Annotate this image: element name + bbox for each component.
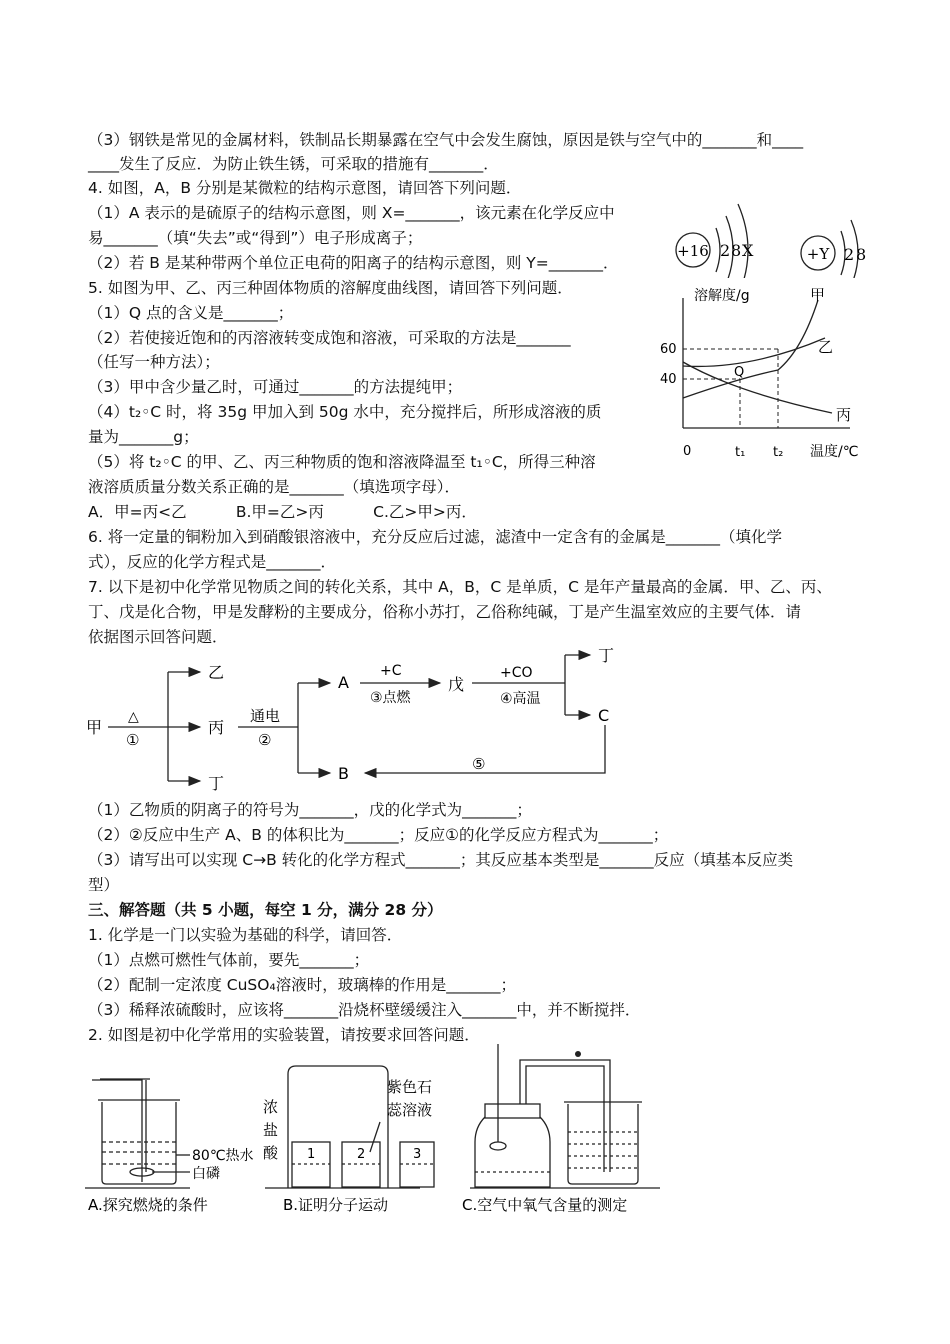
q4-part1-line2: 易_______（填“失去”或“得到”）电子形成离子； bbox=[88, 229, 423, 247]
cond-plus-c: +C bbox=[380, 663, 402, 679]
q5-stem: 5. 如图为甲、乙、丙三种固体物质的溶解度曲线图，请回答下列问题． bbox=[88, 279, 573, 297]
q6-line1: 6. 将一定量的铜粉加入到硝酸银溶液中，充分反应后过滤，滤渣中一定含有的金属是_______（填化学 bbox=[88, 528, 782, 546]
y-tick-60: 60 bbox=[660, 342, 677, 357]
curve-bing bbox=[683, 362, 832, 413]
cond-num2: ② bbox=[258, 731, 272, 749]
q5-part1: （1）Q 点的含义是_______； bbox=[88, 304, 294, 322]
q4-part2: （2）若 B 是某种带两个单位正电荷的阳离子的结构示意图，则 Y=_______． bbox=[88, 254, 619, 272]
point-q-label: Q bbox=[734, 365, 745, 380]
s1-part2: （2）配制一定浓度 CuSO₄溶液时，玻璃棒的作用是_______； bbox=[88, 976, 516, 994]
q4-part1-line1: （1）A 表示的是硫原子的结构示意图，则 X=_______，该元素在化学反应中 bbox=[88, 204, 615, 222]
atom-b-nucleus: +Y bbox=[806, 245, 830, 263]
label-conc-3: 酸 bbox=[263, 1144, 279, 1162]
cond-num1: ① bbox=[126, 731, 140, 749]
s1-part3: （3）稀释浓硫酸时，应该将_______沿烧杯壁缓缓注入_______中，并不断搅拌． bbox=[88, 1001, 641, 1019]
beaker-label-1: 1 bbox=[307, 1147, 316, 1162]
q7-part3-line2: 型） bbox=[88, 876, 120, 894]
q7-line3: 依据图示回答问题． bbox=[88, 628, 228, 646]
curve-yi bbox=[683, 338, 825, 366]
caption-b: B.证明分子运动 bbox=[283, 1196, 389, 1214]
node-ding-bottom: 丁 bbox=[208, 774, 225, 793]
q5-part4-line1: （4）t₂◦C 时，将 35g 甲加入到 50g 水中，充分搅拌后，所形成溶液的质 bbox=[88, 403, 602, 421]
q3-part3-line1: （3）钢铁是常见的金属材料，铁制品长期暴露在空气中会发生腐蚀，原因是铁与空气中的_______和____ bbox=[88, 131, 804, 149]
node-bing: 丙 bbox=[208, 718, 225, 737]
q7-part3-line1: （3）请写出可以实现 C→B 转化的化学方程式_______；其反应基本类型是_______反应（填基本反应类 bbox=[88, 851, 794, 869]
caption-a: A.探究燃烧的条件 bbox=[88, 1196, 208, 1214]
q7-line1: 7. 以下是初中化学常见物质之间的转化关系，其中 A，B，C 是单质，C 是年产量最高的金属．甲、乙、丙、 bbox=[88, 578, 832, 596]
q4-stem: 4. 如图，A，B 分别是某微粒的结构示意图，请回答下列问题． bbox=[88, 179, 522, 197]
atom-a-shell-3: X bbox=[742, 241, 754, 260]
label-litmus-2: 蕊溶液 bbox=[387, 1101, 433, 1119]
q5-part2-line2: （任写一种方法）； bbox=[88, 353, 220, 371]
q6-line2: 式），反应的化学方程式是_______． bbox=[88, 553, 337, 571]
node-wu: 戊 bbox=[448, 675, 465, 694]
x-tick-t1: t₁ bbox=[735, 445, 746, 460]
solubility-curve-graph bbox=[650, 280, 875, 465]
y-axis-label: 溶解度/g bbox=[694, 288, 750, 304]
node-b: B bbox=[338, 764, 349, 783]
q3-part3-line2: ____发生了反应．为防止铁生锈，可采取的措施有_______． bbox=[88, 155, 499, 173]
node-jia: 甲 bbox=[86, 718, 103, 737]
s1-stem: 1. 化学是一门以实验为基础的科学，请回答． bbox=[88, 926, 403, 944]
cond-ignite: ③点燃 bbox=[370, 690, 411, 706]
s1-part1: （1）点燃可燃性气体前，要先_______； bbox=[88, 951, 370, 969]
q5-options: A．甲=丙<乙 B.甲=乙>丙 C.乙>甲>丙． bbox=[88, 503, 477, 521]
curve-label-jia: 甲 bbox=[810, 286, 826, 304]
label-hot-water: 80℃热水 bbox=[192, 1148, 254, 1164]
q5-part5-line1: （5）将 t₂◦C 的甲、乙、丙三种物质的饱和溶液降温至 t₁◦C，所得三种溶 bbox=[88, 453, 596, 471]
atom-a-shell-1: 2 bbox=[720, 241, 731, 260]
beaker-label-2: 2 bbox=[357, 1147, 366, 1162]
label-white-phosphorus: 白磷 bbox=[192, 1166, 220, 1182]
q5-part2-line1: （2）若使接近饱和的丙溶液转变成饱和溶液，可采取的方法是_______ bbox=[88, 329, 571, 347]
cond-num5: ⑤ bbox=[472, 755, 486, 773]
atom-structure-diagrams bbox=[668, 198, 888, 278]
node-a: A bbox=[338, 673, 349, 692]
label-litmus-1: 紫色石 bbox=[387, 1078, 433, 1096]
y-tick-40: 40 bbox=[660, 372, 677, 387]
origin-label: 0 bbox=[683, 444, 692, 459]
curve-label-bing: 丙 bbox=[836, 406, 852, 424]
beaker-label-3: 3 bbox=[413, 1147, 422, 1162]
label-conc-2: 盐 bbox=[263, 1121, 279, 1139]
atom-a-shell-2: 8 bbox=[731, 241, 742, 260]
cond-plus-co: +CO bbox=[500, 665, 533, 681]
atom-b-shell-1: 2 bbox=[844, 245, 855, 264]
cond-heat: △ bbox=[128, 709, 139, 725]
q7-part1: （1）乙物质的阴离子的符号为_______，戊的化学式为_______； bbox=[88, 801, 532, 819]
q7-part2: （2）②反应中生产 A、B 的体积比为_______；反应①的化学反应方程式为_______； bbox=[88, 826, 669, 844]
node-ding-top: 丁 bbox=[598, 646, 615, 665]
atom-a-nucleus: +16 bbox=[677, 242, 709, 260]
cond-electrolysis: 通电 bbox=[250, 707, 281, 725]
x-axis-label: 温度/℃ bbox=[810, 444, 859, 460]
s2-stem: 2. 如图是初中化学常用的实验装置，请按要求回答问题． bbox=[88, 1026, 480, 1044]
q7-line2: 丁、戊是化合物，甲是发酵粉的主要成分，俗称小苏打，乙俗称纯碱，丁是产生温室效应的主要气体．请 bbox=[88, 603, 802, 621]
node-yi: 乙 bbox=[208, 663, 225, 682]
q5-part3: （3）甲中含少量乙时，可通过_______的方法提纯甲； bbox=[88, 378, 463, 396]
experiment-apparatus bbox=[80, 1042, 700, 1222]
curve-label-yi: 乙 bbox=[818, 338, 834, 356]
q5-part4-line2: 量为_______g； bbox=[88, 428, 199, 446]
label-conc-1: 浓 bbox=[263, 1098, 279, 1116]
clamp-icon bbox=[575, 1051, 581, 1057]
q5-part5-line2: 液溶质质量分数关系正确的是_______（填选项字母）． bbox=[88, 478, 461, 496]
cond-high-temp: ④高温 bbox=[500, 691, 541, 707]
x-tick-t2: t₂ bbox=[773, 445, 784, 460]
section-3-heading: 三、解答题（共 5 小题，每空 1 分，满分 28 分） bbox=[88, 901, 443, 919]
node-c: C bbox=[598, 706, 610, 725]
conversion-flow-diagram bbox=[80, 645, 640, 795]
atom-b-shell-2: 8 bbox=[856, 245, 867, 264]
caption-c: C.空气中氧气含量的测定 bbox=[462, 1196, 628, 1214]
